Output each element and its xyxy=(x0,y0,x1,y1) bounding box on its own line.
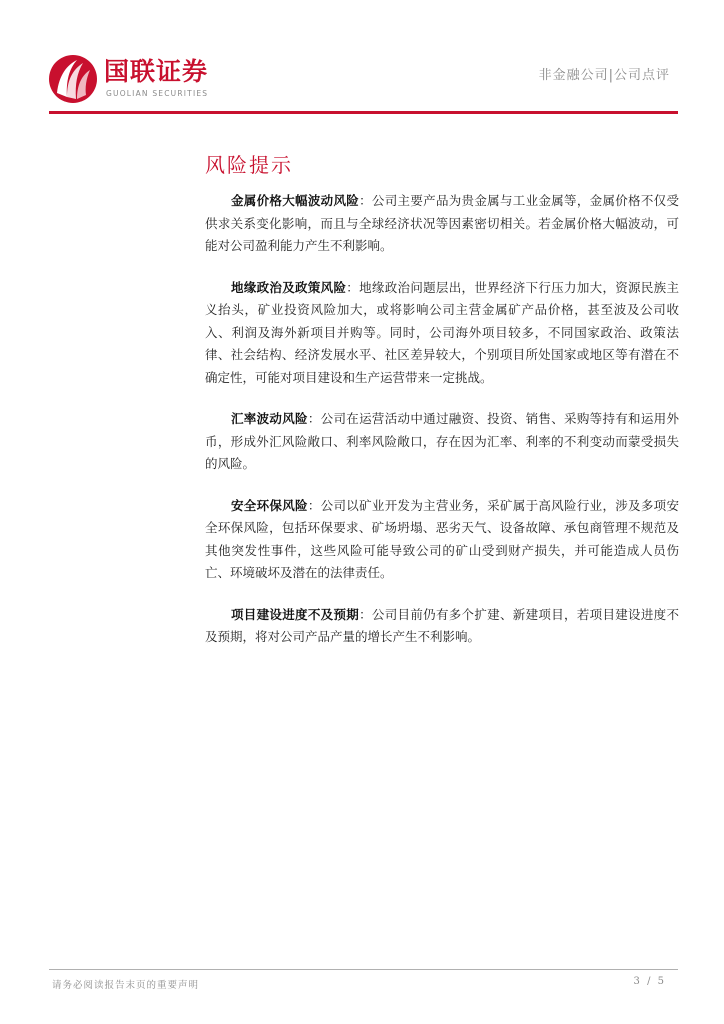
risk-list xyxy=(205,190,679,668)
risk-text: ：公司以矿业开发为主营业务，采矿属于高风险行业，涉及多项安全环保风险，包括环保要求、矿场坍塌、恶劣天气、设备故障、承包商管理不规范及其他突发性事件，这些风险可能导致公司的矿山受到财产损失，并可能造成人员伤亡、环境破坏及潜在的法律责任。 xyxy=(205,497,679,580)
brand-name-english: GUOLIAN SECURITIES xyxy=(106,89,209,98)
header-divider xyxy=(49,111,678,114)
guolian-logo-icon xyxy=(47,53,99,105)
footer-disclaimer: 请务必阅读报告末页的重要声明 xyxy=(52,980,200,991)
risk-heading: 项目建设进度不及预期 xyxy=(231,606,360,622)
risk-paragraph xyxy=(205,495,679,585)
brand-name: 国联证券 xyxy=(104,57,209,86)
risk-heading: 地缘政治及政策风险 xyxy=(231,279,347,295)
risk-paragraph xyxy=(205,604,679,649)
footer-divider xyxy=(49,969,678,970)
risk-paragraph xyxy=(205,190,679,258)
risk-paragraph xyxy=(205,408,679,476)
risk-heading: 金属价格大幅波动风险 xyxy=(231,193,360,208)
risk-text: ：公司在运营活动中通过融资、投资、销售、采购等持有和运用外币，形成外汇风险敞口、利率风险敞口，存在因为汇率、利率的不利变动而蒙受损失的风险。 xyxy=(205,411,679,471)
risk-text: ：公司主要产品为贵金属与工业金属等，金属价格不仅受供求关系变化影响，而且与全球经济状况等因素密切相关。若金属价格大幅波动，可能对公司盈利能力产生不利影响。 xyxy=(205,193,679,253)
document-category: 非金融公司|公司点评 xyxy=(538,68,670,83)
page-header xyxy=(0,0,724,115)
page-number: 3 / 5 xyxy=(633,976,666,987)
risk-text: ：公司目前仍有多个扩建、新建项目，若项目建设进度不及预期，将对公司产品产量的增长产生不利影响。 xyxy=(205,606,679,644)
risk-paragraph xyxy=(205,277,679,390)
risk-text: ：地缘政治问题层出，世界经济下行压力加大，资源民族主义抬头，矿业投资风险加大，或将影响公司主营金属矿产品价格，甚至波及公司收入、利润及海外新项目并购等。同时，公司海外项目较多，不同国家政治、政策法律、社会结构、经济发展水平、社区差异较大，个别项目所处国家或地区等有潜在不确定性，可能对项目建设和生产运营带来一定挑战。 xyxy=(205,279,679,385)
section-title: 风险提示 xyxy=(205,153,293,177)
risk-heading: 安全环保风险 xyxy=(231,497,308,513)
risk-heading: 汇率波动风险 xyxy=(231,411,308,426)
